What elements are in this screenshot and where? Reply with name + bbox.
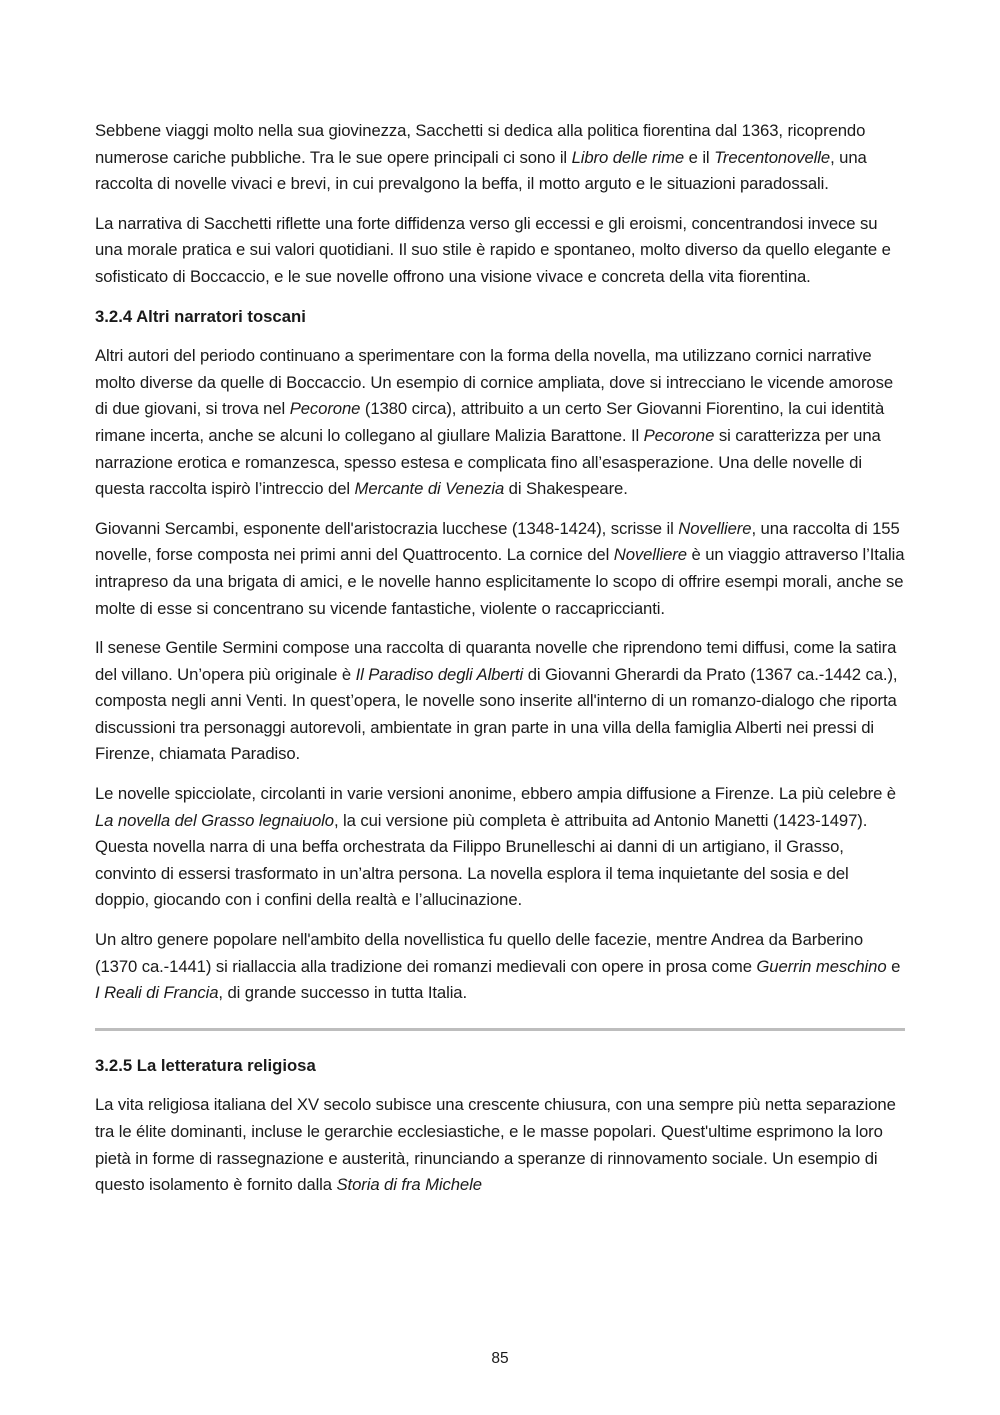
text-run: Giovanni Sercambi, esponente dell'aristocrazia lucchese (1348-1424), scrisse il — [95, 518, 679, 538]
italic-title: Novelliere — [678, 518, 752, 538]
paragraph-pecorone — [95, 343, 907, 503]
italic-title: Mercante di Venezia — [354, 479, 505, 499]
italic-title: Storia di fra Michele — [336, 1175, 482, 1195]
text-run: di Giovanni Gherardi da Prato (1367 ca.-1442 ca.), composta negli anni Venti. In quest’opera, le novelle sono inserite all'interno di un romanzo-dialogo che riporta discussioni tra personaggi autorevoli, ambientate in gran parte in una villa della famiglia Alberti nei pressi di Firenze, chiamata Paradiso. — [95, 664, 898, 764]
text-run: di Shakespeare. — [504, 479, 628, 499]
text-run: Altri autori del periodo continuano a sperimentare con la forma della novella, ma utilizzano cornici narrative molto diverse da quelle di Boccaccio. Un esempio di cornice ampliata, dove si intrecciano le vicende amorose di due giovani, si trova nel — [95, 346, 894, 419]
text-run: e il — [684, 147, 715, 167]
page-number: 85 — [491, 1350, 509, 1367]
italic-title: Guerrin meschino — [756, 956, 887, 976]
text-run: Le novelle spicciolate, circolanti in varie versioni anonime, ebbero ampia diffusione a Firenze. La più celebre è — [95, 784, 896, 804]
paragraph-sercambi — [95, 516, 907, 622]
paragraph-sacchetti-narrative — [95, 211, 907, 291]
text-run: , una raccolta di 155 novelle, forse composta nei primi anni del Quattrocento. La cornice del — [95, 518, 900, 565]
italic-title: La novella del Grasso legnaiuolo — [95, 810, 334, 830]
section-divider — [95, 1028, 905, 1031]
page-body — [95, 118, 907, 1212]
section-heading-altri-narratori: 3.2.4 Altri narratori toscani — [95, 306, 306, 326]
paragraph-vita-religiosa — [95, 1092, 907, 1198]
text-run: La vita religiosa italiana del XV secolo subisce una crescente chiusura, con una sempre più netta separazione tra le élite dominanti, incluse le gerarchie ecclesiastiche, e le masse popolari. Quest'ultime esprimono la loro pietà in forme di rassegnazione e austerità, rinunciando a speranze di rinnovamento sociale. Un esempio di questo isolamento è fornito dalla — [95, 1095, 896, 1195]
text-run: si caratterizza per una narrazione erotica e romanzesca, spesso estesa e complicata fino all’esasperazione. Una delle novelle di questa raccolta ispirò l’intreccio del — [95, 425, 881, 499]
text-run: Il senese Gentile Sermini compose una raccolta di quaranta novelle che riprendono temi diffusi, come la satira del villano. Un’opera più originale è — [95, 638, 897, 684]
text-run: , la cui versione più completa è attribuita ad Antonio Manetti (1423-1497). Questa novella narra di una beffa orchestrata da Filippo Brunelleschi ai danni di un artigiano, il Grasso, convinto di essersi trasformato in un’altra persona. La novella esplora il tema inquietante del sosia e del doppio, giocando con i confini della realtà e l’allucinazione. — [95, 810, 868, 910]
text-run: e — [886, 956, 901, 976]
text-run: Sebbene viaggi molto nella sua giovinezza, Sacchetti si dedica alla politica fiorentina dal 1363, ricoprendo numerose cariche pubbliche. Tra le sue opere principali ci sono il — [95, 121, 866, 167]
italic-title: Il Paradiso degli Alberti — [355, 664, 524, 684]
italic-title: Pecorone — [643, 425, 715, 445]
italic-title: Pecorone — [289, 399, 361, 419]
text-run: Un altro genere popolare nell'ambito della novellistica fu quello delle facezie, mentre Andrea da Barberino (1370 ca.-1441) si riallaccia alla tradizione dei romanzi medievali con opere in prosa come — [95, 930, 864, 976]
italic-title: Novelliere — [613, 545, 687, 565]
text-run: , di grande successo in tutta Italia. — [218, 983, 468, 1003]
paragraph-sermini-gherardi — [95, 635, 907, 768]
text-run: (1380 circa), attribuito a un certo Ser Giovanni Fiorentino, la cui identità rimane incerta, anche se alcuni lo collegano al giullare Malizia Barattone. Il — [95, 399, 885, 445]
text-run: La narrativa di Sacchetti riflette una forte diffidenza verso gli eccessi e gli eroismi, concentrandosi invece su una morale pratica e sui valori quotidiani. Il suo stile è rapido e spontaneo, molto diverso da quello elegante e sofisticato di Boccaccio, e le sue novelle offrono una visione vivace e concreta della vita fiorentina. — [95, 213, 891, 286]
text-run: , una raccolta di novelle vivaci e brevi, in cui prevalgono la beffa, il motto arguto e le situazioni paradossali. — [95, 147, 867, 194]
paragraph-novelle-spicciolate — [95, 781, 907, 914]
section-heading-letteratura-religiosa: 3.2.5 La letteratura religiosa — [95, 1055, 316, 1075]
text-run: è un viaggio attraverso l’Italia intrapreso da una brigata di amici, e le novelle hanno esplicitamente lo scopo di offrire esempi morali, anche se molte di esse si concentrano su vicende fantastiche, violente o raccapriccianti. — [95, 545, 905, 618]
italic-title: I Reali di Francia — [95, 983, 219, 1003]
paragraph-sacchetti-career — [95, 118, 907, 198]
italic-title: Trecentonovelle — [714, 147, 831, 167]
italic-title: Libro delle rime — [571, 147, 685, 167]
paragraph-facezie-barberino — [95, 927, 907, 1007]
